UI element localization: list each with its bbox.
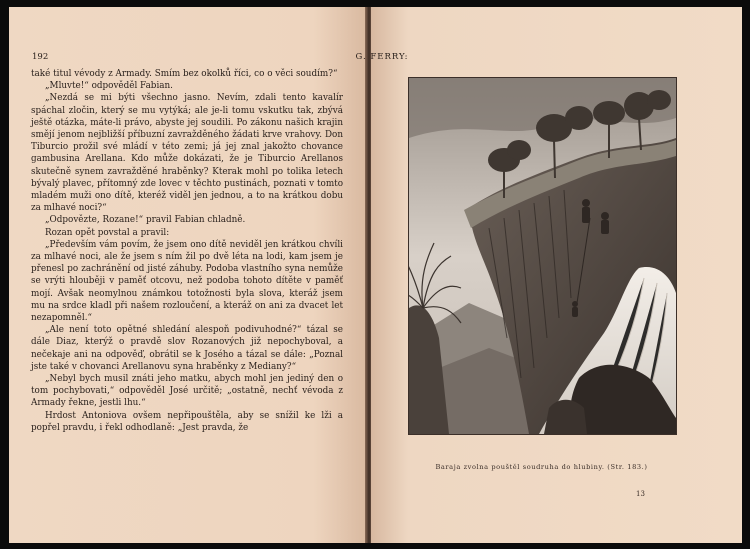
paragraph: také titul vévody z Armady. Smím bez okolků říci, co o věci soudím?“ [31, 69, 338, 79]
paragraph: Hrdost Antoniova ovšem nepřipouštěla, aby se snížil ke lži a popřel pravdu, i řekl odhodlaně: „Jest pravda, že [31, 410, 343, 433]
page-number: 192 [32, 52, 49, 62]
paragraph: „Mluvte!“ odpověděl Fabian. [45, 81, 173, 92]
paragraph: „Odpovězte, Rozane!“ pravil Fabian chladně. [45, 215, 246, 226]
illustration-caption: Baraja zvolna pouštěl soudruha do hlubiny. (Str. 183.) [435, 463, 648, 471]
paragraph: „Především vám povím, že jsem ono dítě neviděl jen krátkou chvíli za mlhavé noci, ale že jsem s ním žil po dvě léta na lodi, kam jsem je přenesl po zachránění od jisté záhuby. Podoba vlastního syna nemůže se vrýti hlouběji v paměť otcovu, než podoba tohoto dítěte v paměť mojí. Avšak neomylnou známkou totožnosti byla slova, kteráž jsem mu na srdce kladl při našem rozloučení, a kteráž on ani za dvacet let nezapomněl.“ [31, 239, 343, 324]
paragraph: Rozan opět povstal a pravil: [45, 227, 170, 238]
body-text [31, 68, 343, 434]
cliff-waterfall-illustration [408, 77, 677, 435]
running-head-title: G. FERRY: [355, 52, 409, 62]
signature-mark: 13 [636, 490, 645, 498]
paragraph: „Nezdá se mi býti všechno jasno. Nevím, zdali tento kavalír spáchal zločin, který se mu vytýká; ale je-li tomu vskutku tak, zbývá ještě otázka, máte-li právo, abyste jej soudili. Po zákonu našich krajin smějí jenom nejbližší příbuzní zavražděného žádati krve vrahovy. Don Tiburcio prožil své mládí v této zemi; já jej znal jakožto chovance gambusina Arellana. Kdo může dokázati, že je Tiburcio Arellanos skutečně synem zavražděné hraběnky? Kterak mohl po tolika letech bývalý plavec, přítomný zde lovec v těchto pustinách, poznati v tomto mladém muži ono dítě, kteréž viděl jen jednou, a to na krátkou dobu za mlhavé noci?“ [31, 93, 343, 214]
paragraph: „Ale není toto opětné shledání alespoň podivuhodné?“ tázal se dále Diaz, kterýž o pravdě slov Rozanových již nepochyboval, a nečekaje ani na odpověď, obrátil se k Josého a tázal se dále: „Poznal jste také v chovanci Arellanovu syna hraběnky z Mediany?“ [31, 325, 343, 372]
paragraph: „Nebyl bych musil znáti jeho matku, abych mohl jen jediný den o tom pochybovati,“ odpověděl José určitě; „ostatně, nechť vévoda z Armady řekne, jestli lhu.“ [31, 374, 343, 409]
